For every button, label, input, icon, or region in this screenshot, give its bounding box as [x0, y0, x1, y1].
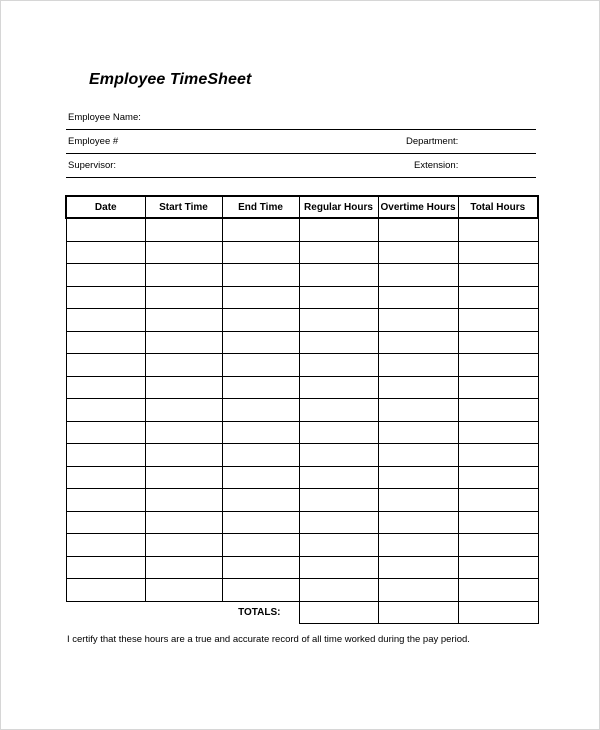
table-row — [66, 466, 538, 489]
cell-start-time[interactable] — [145, 264, 222, 287]
cell-total-hours[interactable] — [458, 286, 538, 309]
cell-total-hours[interactable] — [458, 354, 538, 377]
cell-regular-hours[interactable] — [299, 331, 378, 354]
cell-total-hours[interactable] — [458, 466, 538, 489]
cell-overtime-hours[interactable] — [378, 579, 458, 602]
cell-overtime-hours[interactable] — [378, 511, 458, 534]
cell-date[interactable] — [66, 399, 145, 422]
cell-regular-hours[interactable] — [299, 489, 378, 512]
cell-date[interactable] — [66, 286, 145, 309]
cell-regular-hours[interactable] — [299, 466, 378, 489]
table-header-row — [66, 196, 538, 218]
certification-text: I certify that these hours are a true and accurate record of all time worked during the pay period. — [67, 634, 470, 645]
employee-number-label: Employee # — [68, 136, 119, 147]
cell-start-time[interactable] — [145, 241, 222, 264]
table-row — [66, 511, 538, 534]
cell-overtime-hours[interactable] — [378, 376, 458, 399]
table-row — [66, 241, 538, 264]
cell-end-time[interactable] — [222, 444, 299, 467]
cell-end-time[interactable] — [222, 241, 299, 264]
cell-date[interactable] — [66, 466, 145, 489]
cell-date[interactable] — [66, 331, 145, 354]
cell-start-time[interactable] — [145, 331, 222, 354]
totals-row — [66, 601, 538, 624]
cell-date[interactable] — [66, 511, 145, 534]
table-row — [66, 399, 538, 422]
cell-total-hours[interactable] — [458, 218, 538, 241]
cell-total-hours[interactable] — [458, 399, 538, 422]
table-row — [66, 354, 538, 377]
table-row — [66, 309, 538, 332]
cell-overtime-hours[interactable] — [378, 421, 458, 444]
cell-regular-hours[interactable] — [299, 376, 378, 399]
cell-overtime-hours[interactable] — [378, 399, 458, 422]
cell-date[interactable] — [66, 376, 145, 399]
cell-start-time[interactable] — [145, 309, 222, 332]
cell-regular-hours[interactable] — [299, 511, 378, 534]
employee-name-row[interactable] — [66, 107, 536, 130]
cell-total-hours[interactable] — [458, 421, 538, 444]
table-row — [66, 489, 538, 512]
cell-overtime-hours[interactable] — [378, 241, 458, 264]
cell-end-time[interactable] — [222, 286, 299, 309]
cell-date[interactable] — [66, 489, 145, 512]
cell-end-time[interactable] — [222, 376, 299, 399]
cell-end-time[interactable] — [222, 556, 299, 579]
cell-total-hours[interactable] — [458, 579, 538, 602]
totals-total-hours[interactable] — [458, 601, 538, 624]
cell-total-hours[interactable] — [458, 376, 538, 399]
cell-date[interactable] — [66, 218, 145, 241]
cell-end-time[interactable] — [222, 534, 299, 557]
table-row — [66, 264, 538, 287]
supervisor-row[interactable] — [66, 155, 536, 178]
cell-overtime-hours[interactable] — [378, 286, 458, 309]
cell-regular-hours[interactable] — [299, 399, 378, 422]
cell-regular-hours[interactable] — [299, 444, 378, 467]
totals-overtime-hours[interactable] — [378, 601, 458, 624]
table-row — [66, 331, 538, 354]
cell-overtime-hours[interactable] — [378, 354, 458, 377]
header-date: Date — [66, 196, 145, 218]
table-row — [66, 218, 538, 241]
cell-date[interactable] — [66, 444, 145, 467]
cell-start-time[interactable] — [145, 444, 222, 467]
cell-date[interactable] — [66, 241, 145, 264]
header-regular-hours: Regular Hours — [299, 196, 378, 218]
department-label: Department: — [406, 136, 459, 147]
cell-date[interactable] — [66, 534, 145, 557]
cell-start-time[interactable] — [145, 399, 222, 422]
cell-end-time[interactable] — [222, 309, 299, 332]
cell-date[interactable] — [66, 354, 145, 377]
cell-regular-hours[interactable] — [299, 354, 378, 377]
cell-regular-hours[interactable] — [299, 241, 378, 264]
table-row — [66, 534, 538, 557]
cell-total-hours[interactable] — [458, 444, 538, 467]
table-row — [66, 286, 538, 309]
cell-overtime-hours[interactable] — [378, 556, 458, 579]
cell-end-time[interactable] — [222, 264, 299, 287]
header-start-time: Start Time — [145, 196, 222, 218]
cell-end-time[interactable] — [222, 421, 299, 444]
cell-date[interactable] — [66, 421, 145, 444]
form-title: Employee TimeSheet — [89, 71, 252, 88]
cell-end-time[interactable] — [222, 489, 299, 512]
table-row — [66, 579, 538, 602]
cell-total-hours[interactable] — [458, 331, 538, 354]
cell-total-hours[interactable] — [458, 489, 538, 512]
cell-total-hours[interactable] — [458, 241, 538, 264]
supervisor-label: Supervisor: — [68, 160, 117, 171]
table-row — [66, 556, 538, 579]
totals-regular-hours[interactable] — [299, 601, 378, 624]
cell-start-time[interactable] — [145, 421, 222, 444]
cell-overtime-hours[interactable] — [378, 309, 458, 332]
cell-end-time[interactable] — [222, 579, 299, 602]
cell-date[interactable] — [66, 556, 145, 579]
cell-total-hours[interactable] — [458, 264, 538, 287]
table-row — [66, 376, 538, 399]
cell-end-time[interactable] — [222, 399, 299, 422]
cell-overtime-hours[interactable] — [378, 264, 458, 287]
cell-total-hours[interactable] — [458, 511, 538, 534]
cell-start-time[interactable] — [145, 556, 222, 579]
cell-regular-hours[interactable] — [299, 421, 378, 444]
cell-overtime-hours[interactable] — [378, 218, 458, 241]
cell-regular-hours[interactable] — [299, 218, 378, 241]
cell-end-time[interactable] — [222, 331, 299, 354]
cell-overtime-hours[interactable] — [378, 466, 458, 489]
cell-end-time[interactable] — [222, 354, 299, 377]
cell-date[interactable] — [66, 579, 145, 602]
cell-start-time[interactable] — [145, 511, 222, 534]
cell-total-hours[interactable] — [458, 534, 538, 557]
cell-date[interactable] — [66, 309, 145, 332]
cell-start-time[interactable] — [145, 376, 222, 399]
cell-regular-hours[interactable] — [299, 534, 378, 557]
cell-start-time[interactable] — [145, 534, 222, 557]
timesheet-table — [65, 195, 539, 624]
employee-number-row[interactable] — [66, 131, 536, 154]
cell-regular-hours[interactable] — [299, 309, 378, 332]
cell-regular-hours[interactable] — [299, 264, 378, 287]
totals-label: TOTALS: — [238, 607, 281, 618]
cell-overtime-hours[interactable] — [378, 489, 458, 512]
header-total-hours: Total Hours — [458, 196, 538, 218]
cell-total-hours[interactable] — [458, 556, 538, 579]
cell-overtime-hours[interactable] — [378, 331, 458, 354]
cell-end-time[interactable] — [222, 466, 299, 489]
cell-overtime-hours[interactable] — [378, 534, 458, 557]
cell-end-time[interactable] — [222, 511, 299, 534]
header-overtime-hours: Overtime Hours — [378, 196, 458, 218]
table-body — [66, 218, 538, 601]
cell-start-time[interactable] — [145, 466, 222, 489]
extension-label: Extension: — [414, 160, 459, 171]
cell-start-time[interactable] — [145, 489, 222, 512]
employee-name-label: Employee Name: — [68, 112, 141, 123]
cell-start-time[interactable] — [145, 218, 222, 241]
cell-start-time[interactable] — [145, 286, 222, 309]
cell-overtime-hours[interactable] — [378, 444, 458, 467]
cell-date[interactable] — [66, 264, 145, 287]
table-row — [66, 421, 538, 444]
table-row — [66, 444, 538, 467]
cell-end-time[interactable] — [222, 218, 299, 241]
cell-regular-hours[interactable] — [299, 286, 378, 309]
header-end-time: End Time — [222, 196, 299, 218]
cell-start-time[interactable] — [145, 579, 222, 602]
cell-regular-hours[interactable] — [299, 579, 378, 602]
cell-start-time[interactable] — [145, 354, 222, 377]
cell-total-hours[interactable] — [458, 309, 538, 332]
cell-regular-hours[interactable] — [299, 556, 378, 579]
